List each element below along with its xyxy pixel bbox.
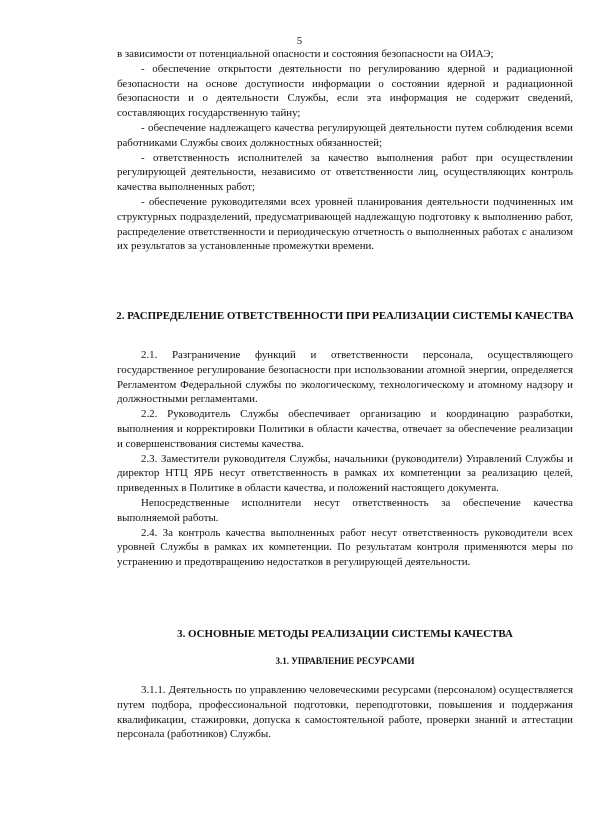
subsection-3-1-heading: 3.1. УПРАВЛЕНИЕ РЕСУРСАМИ [275,656,415,666]
section-2-heading: 2. РАСПРЕДЕЛЕНИЕ ОТВЕТСТВЕННОСТИ ПРИ РЕАЛИЗАЦИИ СИСТЕМЫ КАЧЕСТВА [116,310,574,322]
paragraph-continuation: в зависимости от потенциальной опасности и состояния безопасности на ОИАЭ; [117,48,494,60]
section-3-heading: 3. ОСНОВНЫЕ МЕТОДЫ РЕАЛИЗАЦИИ СИСТЕМЫ КАЧЕСТВА [177,628,513,640]
page-number: 5 [296,36,303,47]
responsibility-principles-list [117,47,573,254]
list-item-quality: - обеспечение надлежащего качества регулирующей деятельности путем соблюдения всеми работниками Службы своих должностных обязанностей; [117,121,573,149]
paragraph-direct-executors: Непосредственные исполнители несут ответственность за обеспечение качества выполняемой работы. [117,496,573,524]
paragraph-3-1-1: 3.1.1. Деятельность по управлению человеческими ресурсами (персоналом) осуществляется путем подбора, профессиональной подготовки, переподготовки, повышения и поддержания квалификации, стажировки, допуска к самостоятельной работе, проверки знаний и аттестации персонала (работников) Службы. [117,684,573,741]
paragraph-2-3: 2.3. Заместители руководителя Службы, начальники (руководители) Управлений Службы и директор НТЦ ЯРБ несут ответственность в рамках их компетенции за реализацию целей, приведенных в Политике в области качества, и положений настоящего документа. [117,452,573,495]
section-3-1-body [117,683,573,742]
paragraph-2-4: 2.4. За контроль качества выполненных работ несут ответственность руководители всех уровней Службы в рамках их компетенции. По результатам контроля применяются меры по устранению и предотвращению недостатков в регулирующей деятельности. [117,526,573,569]
list-item-executor-responsibility: - ответственность исполнителей за качество выполнения работ при осуществлении регулирующей деятельности, независимо от ответственности лиц, осуществляющих контроль качества выполненных работ; [117,151,573,194]
paragraph-2-2: 2.2. Руководитель Службы обеспечивает организацию и координацию разработки, выполнения и корректировки Политики в области качества, отвечает за обеспечение реализации и совершенствования системы качества. [117,408,573,450]
list-item-openness: - обеспечение открытости деятельности по регулированию ядерной и радиационной безопасности на основе доступности информации о состоянии ядерной и радиационной безопасности и о деятельности Службы, если эта информация не содержит сведений, составляющих государственную тайну; [117,62,573,120]
paragraph-2-1: 2.1. Разграничение функций и ответственности персонала, осуществляющего государственное регулирование безопасности при использовании атомной энергии, определяется Регламентом Федеральной службы по экологическому, технологическому и атомному надзору и должностными регламентами. [117,349,573,406]
section-2-body [117,348,573,570]
list-item-planning: - обеспечение руководителями всех уровней планирования деятельности подчиненных им структурных подразделений, предусматривающей надлежащую подготовку к выполнению работ, распределение ответственности и периодическую отчетность о выполненных работах с анализом их результатов за установленные промежутки времени. [117,195,573,253]
